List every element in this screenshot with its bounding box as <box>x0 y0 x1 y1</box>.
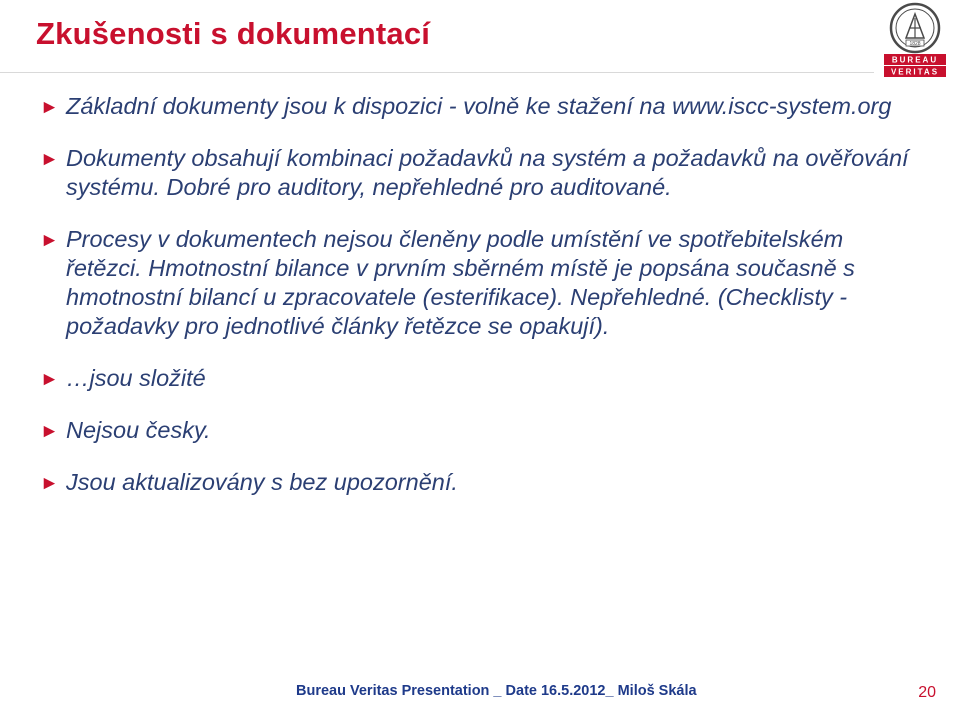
page-number: 20 <box>918 684 936 701</box>
bullet-item <box>40 364 920 393</box>
logo-wordmark-top: BUREAU <box>891 55 939 65</box>
bullet-arrow-icon: ► <box>40 421 59 442</box>
bullet-item <box>40 416 920 445</box>
footer-text: Bureau Veritas Presentation _ Date 16.5.2012_ Miloš Skála <box>296 683 697 699</box>
bullet-arrow-icon: ► <box>40 473 59 494</box>
bullet-arrow-icon: ► <box>40 230 59 251</box>
bullet-arrow-icon: ► <box>40 369 59 390</box>
logo-wordmark-bottom: VERITAS <box>890 67 940 77</box>
bureau-veritas-logo <box>884 2 946 78</box>
title-divider <box>0 72 874 73</box>
bullet-text: Základní dokumenty jsou k dispozici - volně ke stažení na www.iscc-system.org <box>66 93 892 119</box>
bureau-veritas-seal-icon <box>884 2 946 78</box>
bullet-text: Dokumenty obsahují kombinaci požadavků na systém a požadavků na ověřování systému. Dobré pro auditory, nepřehledné pro auditované. <box>66 145 909 200</box>
bullet-arrow-icon: ► <box>40 149 59 170</box>
bullet-item <box>40 92 920 121</box>
bullet-arrow-icon: ► <box>40 97 59 118</box>
bullet-text: Jsou aktualizovány s bez upozornění. <box>66 469 458 495</box>
bullet-item <box>40 225 920 341</box>
slide-title: Zkušenosti s dokumentací <box>36 16 431 51</box>
bullet-item <box>40 144 920 202</box>
bullet-text: …jsou složité <box>66 365 206 391</box>
bullet-text: Procesy v dokumentech nejsou členěny podle umístění ve spotřebitelském řetězci. Hmotnostní bilance v prvním sběrném místě je popsána současně s hmotnostní bilancí u zpracovatele (esterifikace). Nepřehledné. (Checklisty - požadavky pro jednotlivé články řetězce se opakují). <box>66 226 855 339</box>
bullet-item <box>40 468 920 497</box>
bullet-list <box>40 92 920 497</box>
seal-year: 1828 <box>909 41 921 47</box>
bullet-text: Nejsou česky. <box>66 417 211 443</box>
